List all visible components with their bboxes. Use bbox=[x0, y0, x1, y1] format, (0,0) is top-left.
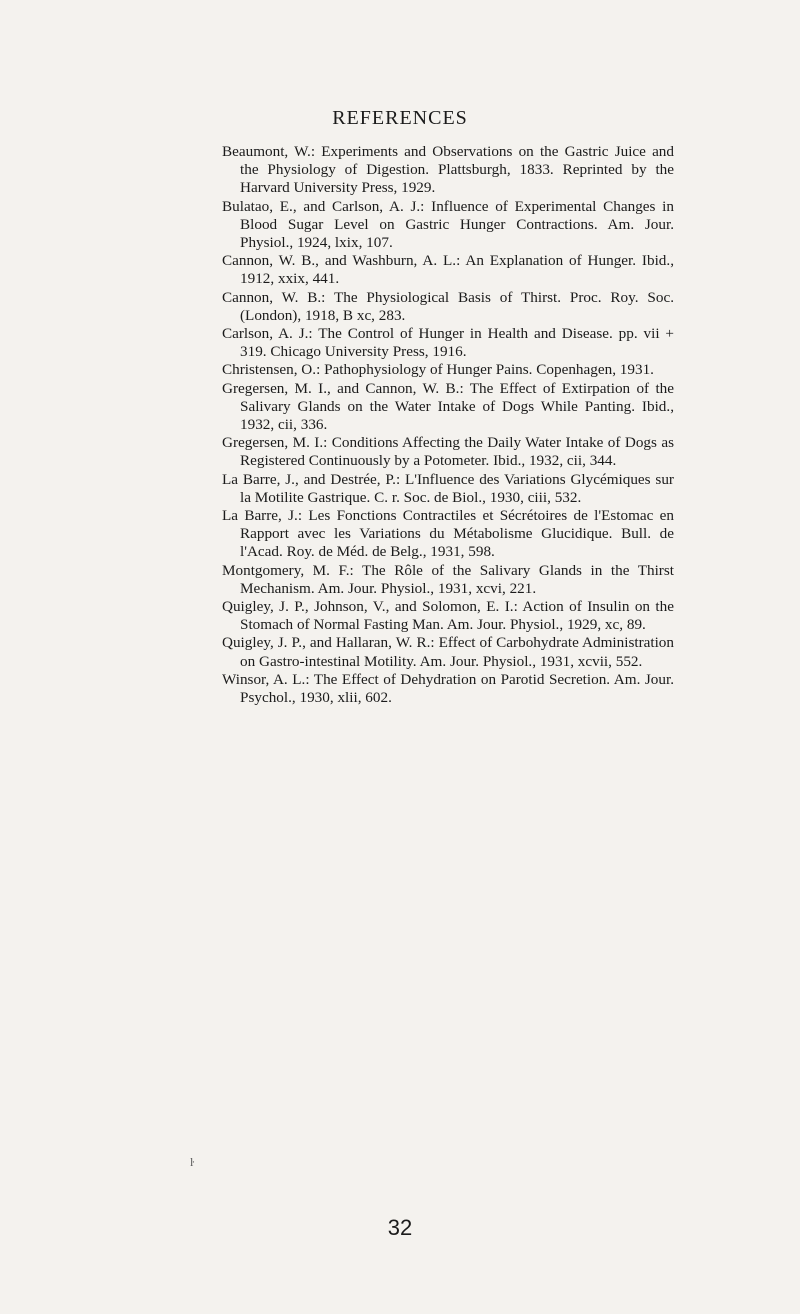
reference-entry: La Barre, J., and Destrée, P.: L'Influence des Variations Glycémiques sur la Motilite Gastrique. C. r. Soc. de Biol., 1930, ciii, 532. bbox=[222, 470, 674, 506]
reference-entry: La Barre, J.: Les Fonctions Contractiles et Sécrétoires de l'Estomac en Rapport avec les Variations du Métabolisme Glucidique. Bull. de l'Acad. Roy. de Méd. de Belg., 1931, 598. bbox=[222, 507, 674, 561]
stray-mark: ŀ bbox=[190, 1155, 195, 1169]
reference-entry: Gregersen, M. I., and Cannon, W. B.: The Effect of Extirpation of the Salivary Glands on the Water Intake of Dogs While Panting. Ibid., 1932, cii, 336. bbox=[222, 379, 674, 434]
reference-entry: Montgomery, M. F.: The Rôle of the Salivary Glands in the Thirst Mechanism. Am. Jour. Physiol., 1931, xcvi, 221. bbox=[222, 561, 674, 597]
reference-entry: Bulatao, E., and Carlson, A. J.: Influence of Experimental Changes in Blood Sugar Level on Gastric Hunger Contractions. Am. Jour. Physiol., 1924, lxix, 107. bbox=[222, 197, 674, 252]
reference-entry: Beaumont, W.: Experiments and Observations on the Gastric Juice and the Physiology of Digestion. Plattsburgh, 1833. Reprinted by the Harvard University Press, 1929. bbox=[222, 143, 674, 197]
reference-entry: Quigley, J. P., Johnson, V., and Solomon, E. I.: Action of Insulin on the Stomach of Normal Fasting Man. Am. Jour. Physiol., 1929, xc, 89. bbox=[222, 598, 674, 634]
reference-entry: Cannon, W. B.: The Physiological Basis of Thirst. Proc. Roy. Soc. (London), 1918, B xc, 283. bbox=[222, 288, 674, 324]
reference-entry: Gregersen, M. I.: Conditions Affecting the Daily Water Intake of Dogs as Registered Continuously by a Potometer. Ibid., 1932, cii, 344. bbox=[222, 434, 674, 470]
reference-entry: Christensen, O.: Pathophysiology of Hunger Pains. Copenhagen, 1931. bbox=[222, 361, 654, 379]
page-number: 32 bbox=[387, 1215, 413, 1240]
reference-entry: Winsor, A. L.: The Effect of Dehydration on Parotid Secretion. Am. Jour. Psychol., 1930, xlii, 602. bbox=[222, 670, 674, 707]
reference-entry: Cannon, W. B., and Washburn, A. L.: An Explanation of Hunger. Ibid., 1912, xxix, 441. bbox=[222, 252, 674, 288]
page-title: REFERENCES bbox=[332, 107, 468, 129]
reference-entry: Carlson, A. J.: The Control of Hunger in Health and Disease. pp. vii + 319. Chicago University Press, 1916. bbox=[222, 325, 674, 361]
reference-list bbox=[222, 143, 674, 707]
reference-entry: Quigley, J. P., and Hallaran, W. R.: Effect of Carbohydrate Administration on Gastro-intestinal Motility. Am. Jour. Physiol., 1931, xcvii, 552. bbox=[222, 634, 674, 670]
